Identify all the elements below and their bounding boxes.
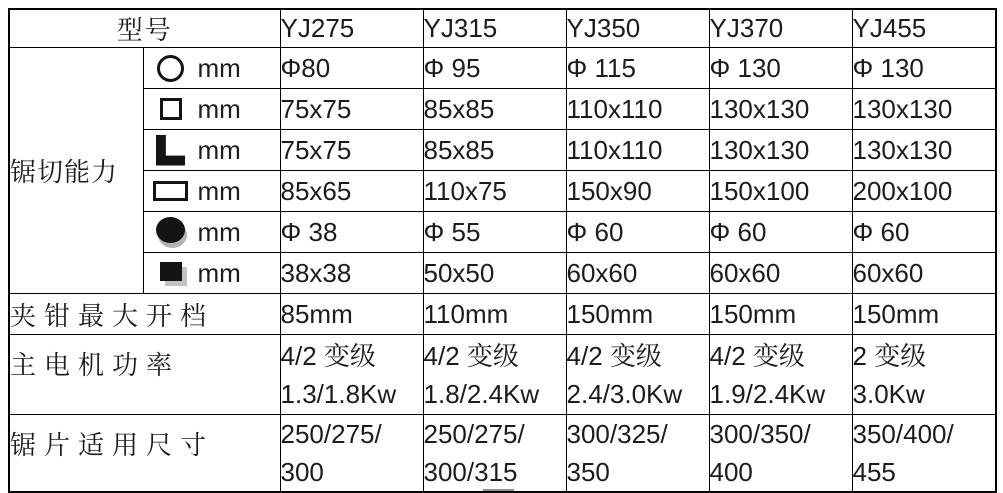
spec-cell: 4/2 变级 1.9/2.4Kw [709,335,852,415]
spec-table-container [8,8,997,493]
spec-cell: Φ 60 [709,212,852,253]
spec-cell: 85x65 [280,171,423,212]
square-filled-icon [160,262,182,281]
shape-unit-cell [143,48,280,89]
model-name-yj275: YJ275 [280,9,423,48]
spec-cell: 200x100 [852,171,996,212]
spec-cell: Φ 60 [852,212,996,253]
unit-label: mm [197,93,241,124]
capacity-row-round-bar [9,48,996,89]
capacity-row-square-tube [9,89,996,130]
spec-cell: 150mm [709,294,852,335]
spec-cell: 85x85 [423,130,566,171]
unit-label: mm [197,134,241,165]
spec-cell: 75x75 [280,130,423,171]
capacity-group-label: 锯切能力 [9,48,143,294]
shape-unit-cell [143,171,280,212]
spec-cell: 110x110 [566,89,709,130]
capacity-row-rect-tube [9,171,996,212]
shape-unit-cell [143,130,280,171]
spec-cell: 250/275/ 300 [280,415,423,493]
spec-cell: 60x60 [709,253,852,294]
spec-cell: 110mm [423,294,566,335]
angle-steel-icon [156,135,185,166]
spec-cell: Φ 60 [566,212,709,253]
spec-cell: 300/325/ 350 [566,415,709,493]
spec-cell: 38x38 [280,253,423,294]
unit-label: mm [197,257,241,288]
model-name-yj315: YJ315 [423,9,566,48]
spec-cell: 4/2 变级 2.4/3.0Kw [566,335,709,415]
spec-cell: 50x50 [423,253,566,294]
spec-cell: Φ 115 [566,48,709,89]
spec-cell: 85mm [280,294,423,335]
circle-outline-icon [157,55,184,82]
header-row [9,9,996,48]
shape-unit-cell [143,253,280,294]
spec-cell: 2 变级 3.0Kw [852,335,996,415]
spec-cell: Φ 130 [709,48,852,89]
unit-label: mm [197,175,241,206]
circle-filled-icon [156,217,185,243]
spec-cell: Φ 38 [280,212,423,253]
spec-cell: Φ 95 [423,48,566,89]
spec-cell: 150mm [852,294,996,335]
spec-cell: 130x130 [852,89,996,130]
capacity-row-solid-round [9,212,996,253]
spec-cell: 4/2 变级 1.3/1.8Kw [280,335,423,415]
spec-cell: 130x130 [852,130,996,171]
unit-label: mm [197,216,241,247]
clamp-opening-row [9,294,996,335]
saw-spec-table [8,8,997,493]
spec-cell: 130x130 [709,89,852,130]
clamp-opening-label: 夹钳最大开档 [9,294,280,335]
unit-label: mm [197,52,241,83]
spec-cell: 110x110 [566,130,709,171]
spec-cell: Φ 130 [852,48,996,89]
spec-cell: 110x75 [423,171,566,212]
blade-size-row [9,415,996,493]
gray-artifact-line [483,489,514,491]
model-label-cell: 型号 [9,9,280,48]
spec-cell: 150x90 [566,171,709,212]
spec-cell: 60x60 [852,253,996,294]
shape-unit-cell [143,212,280,253]
shape-unit-cell [143,89,280,130]
spec-cell: 75x75 [280,89,423,130]
capacity-row-angle [9,130,996,171]
spec-cell: 130x130 [709,130,852,171]
spec-cell: 150x100 [709,171,852,212]
model-name-yj455: YJ455 [852,9,996,48]
spec-cell: 4/2 变级 1.8/2.4Kw [423,335,566,415]
spec-cell: 60x60 [566,253,709,294]
spec-cell: 350/400/ 455 [852,415,996,493]
rectangle-outline-icon [153,181,188,201]
capacity-row-solid-square [9,253,996,294]
model-name-yj350: YJ350 [566,9,709,48]
spec-cell: 85x85 [423,89,566,130]
blade-size-label: 锯片适用尺寸 [9,415,280,493]
spec-cell: 300/350/ 400 [709,415,852,493]
model-name-yj370: YJ370 [709,9,852,48]
motor-power-row [9,335,996,415]
spec-cell: Φ80 [280,48,423,89]
square-outline-icon [160,98,182,120]
motor-power-label: 主电机功率 [9,335,280,415]
spec-cell: 150mm [566,294,709,335]
spec-cell: Φ 55 [423,212,566,253]
spec-cell: 250/275/ 300/315 [423,415,566,493]
